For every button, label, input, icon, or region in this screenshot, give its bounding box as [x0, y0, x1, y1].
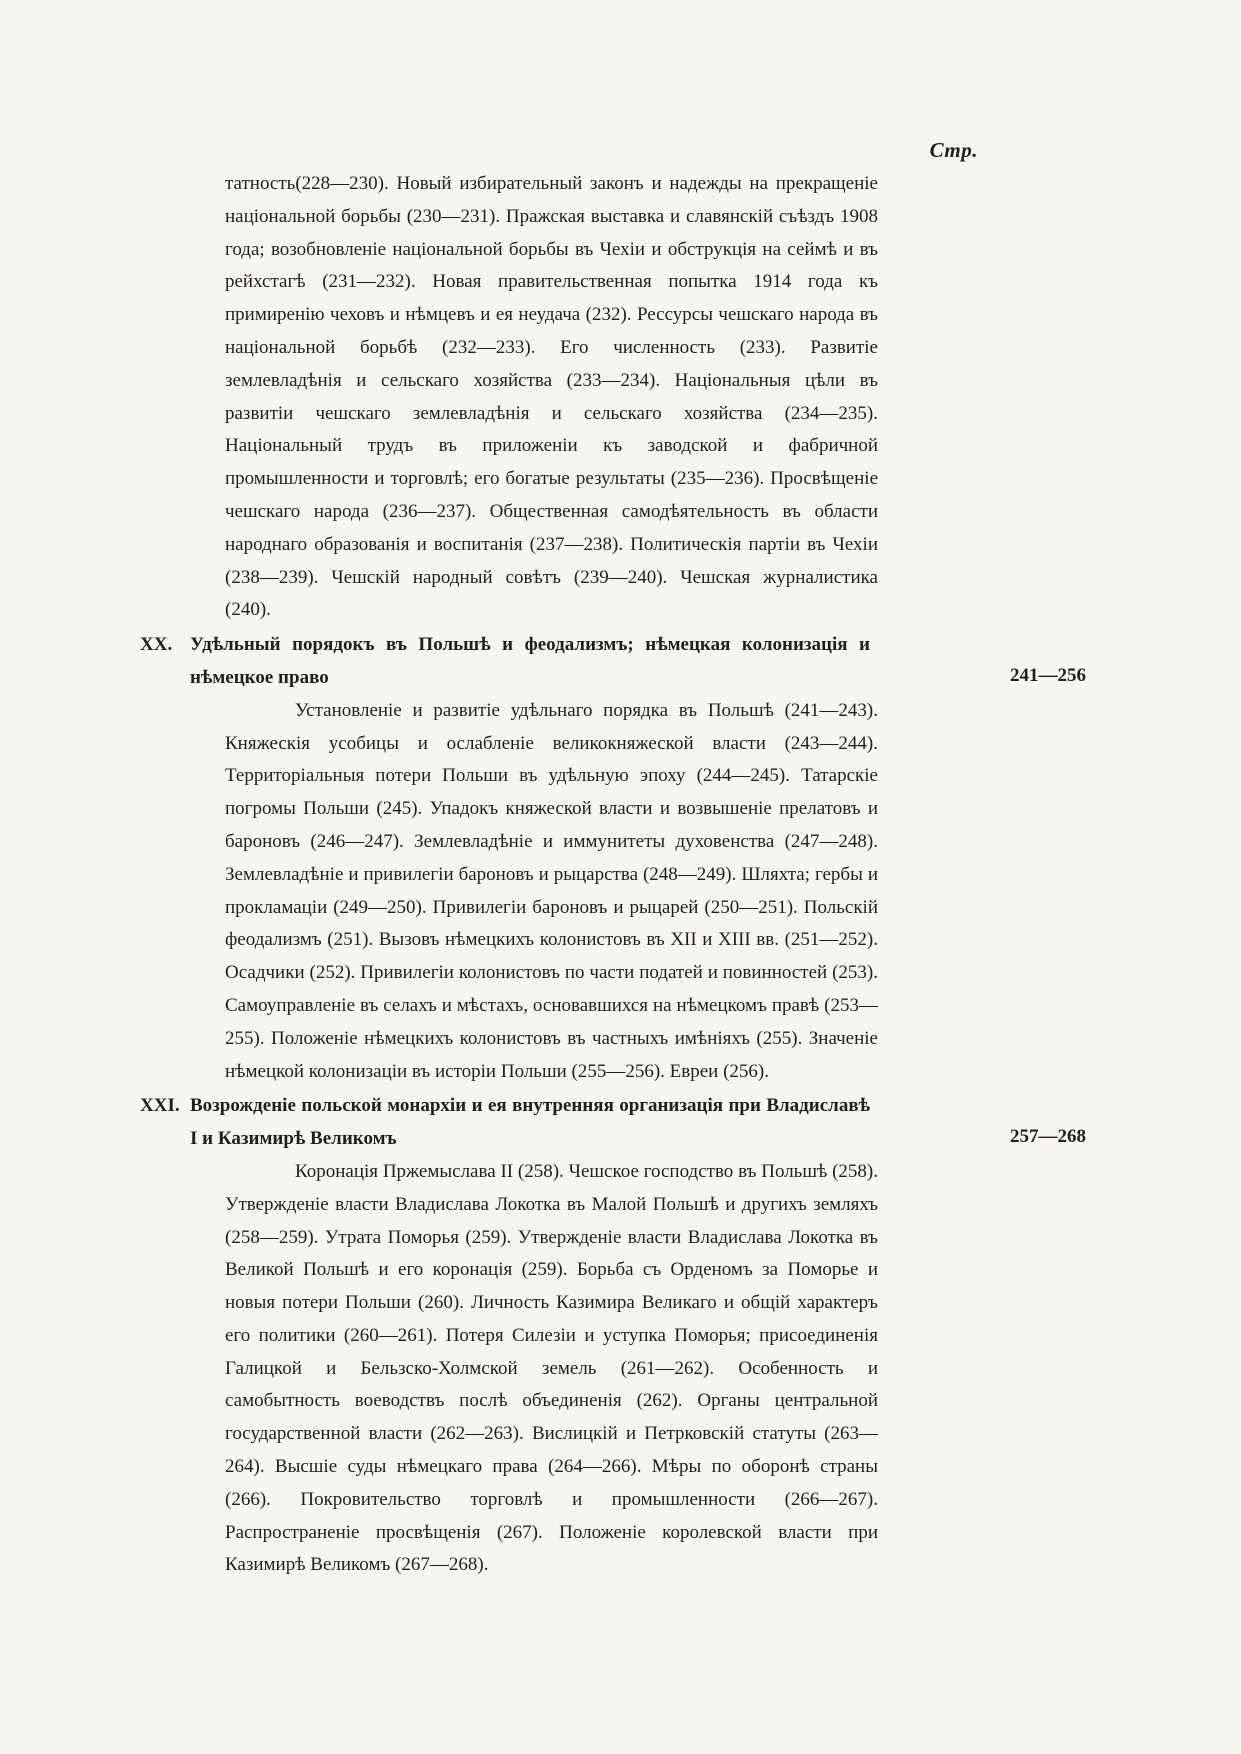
toc-entry-title: Возрожденіе польской монархіи и ея внутренняя организація при Владиславѣ I и Казимирѣ Великомъ — [190, 1095, 870, 1150]
toc-entry-number: XXI. — [140, 1095, 180, 1117]
toc-entry-title: Удѣльный порядокъ въ Польшѣ и феодализмъ; нѣмецкая колонизація и нѣмецкое право — [190, 634, 870, 688]
toc-entry-heading — [140, 629, 1086, 695]
page-column-header: Стр. — [929, 138, 978, 162]
toc-entry — [140, 1090, 1086, 1582]
toc-entry-page-range: 241—256 — [1010, 664, 1086, 686]
table-of-contents — [140, 168, 1086, 1582]
toc-entry-number: XX. — [140, 634, 173, 656]
toc-entry-description: Коронація Пржемыслава II (258). Чешское господство въ Польшѣ (258). Утвержденіе власти Владислава Локотка въ Малой Польшѣ и другихъ земляхъ (258—259). Утрата Поморья (259). Утвержденіе власти Владислава Локотка въ Великой Польшѣ и его коронація (259). Борьба съ Орденомъ за Поморье и новыя потери Польши (260). Личность Казимира Великаго и общій характеръ его политики (260—261). Потеря Силезіи и уступка Поморья; присоединенія Галицкой и Бельзско-Холмской земель (261—262). Особенность и самобытность воеводствъ послѣ объединенія (262). Органы центральной государственной власти (262—263). Вислицкій и Петрковскій статуты (263—264). Высшіе суды нѣмецкаго права (264—266). Мѣры по оборонѣ страны (266). Покровительство торговлѣ и промышленности (266—267). Распространеніе просвѣщенія (267). Положеніе королевской власти при Казимирѣ Великомъ (267—268). — [225, 1160, 878, 1576]
toc-entry-page-range: 257—268 — [1010, 1126, 1086, 1148]
toc-entry-heading — [140, 1090, 1086, 1156]
toc-entry-description: Установленіе и развитіе удѣльнаго порядка въ Польшѣ (241—243). Княжескія усобицы и ослабленіе великокняжеской власти (243—244). Территоріальныя потери Польши въ удѣльную эпоху (244—245). Татарскіе погромы Польши (245). Упадокъ княжеской власти и возвышеніе прелатовъ и бароновъ (246—247). Землевладѣніе и иммунитеты духовенства (247—248). Землевладѣніе и привилегіи бароновъ и рыцарства (248—249). Шляхта; гербы и прокламаціи (249—250). Привилегіи бароновъ и рыцарей (250—251). Польскій феодализмъ (251). Вызовъ нѣмецкихъ колонистовъ въ XII и XIII вв. (251—252). Осадчики (252). Привилегіи колонистовъ по части податей и повинностей (253). Самоуправленіе въ селахъ и мѣстахъ, основавшихся на нѣмецкомъ правѣ (253—255). Положеніе нѣмецкихъ колонистовъ въ частныхъ имѣніяхъ (255). Значеніе нѣмецкой колонизаціи въ исторіи Польши (255—256). Евреи (256). — [225, 699, 878, 1082]
toc-continuation-paragraph: татность(228—230). Новый избирательный законъ и надежды на прекращеніе національной борьбы (230—231). Пражская выставка и славянскій съѣздъ 1908 года; возобновленіе національной борьбы въ Чехіи и обструкція на сеймѣ и въ рейхстагѣ (231—232). Новая правительственная попытка 1914 года къ примиренію чеховъ и нѣмцевъ и ея неудача (232). Рессурсы чешскаго народа въ національной борьбѣ (232—233). Его численность (233). Развитіе землевладѣнія и сельскаго хозяйства (233—234). Національныя цѣли въ развитіи чешскаго землевладѣнія и сельскаго хозяйства (234—235). Національный трудъ въ приложеніи къ заводской и фабричной промышленности и торговлѣ; его богатые результаты (235—236). Просвѣщеніе чешскаго народа (236—237). Общественная самодѣятельность въ области народнаго образованія и воспитанія (237—238). Политическія партіи въ Чехіи (238—239). Чешскій народный совѣтъ (239—240). Чешская журналистика (240). — [225, 173, 878, 621]
toc-entry — [140, 629, 1086, 1088]
